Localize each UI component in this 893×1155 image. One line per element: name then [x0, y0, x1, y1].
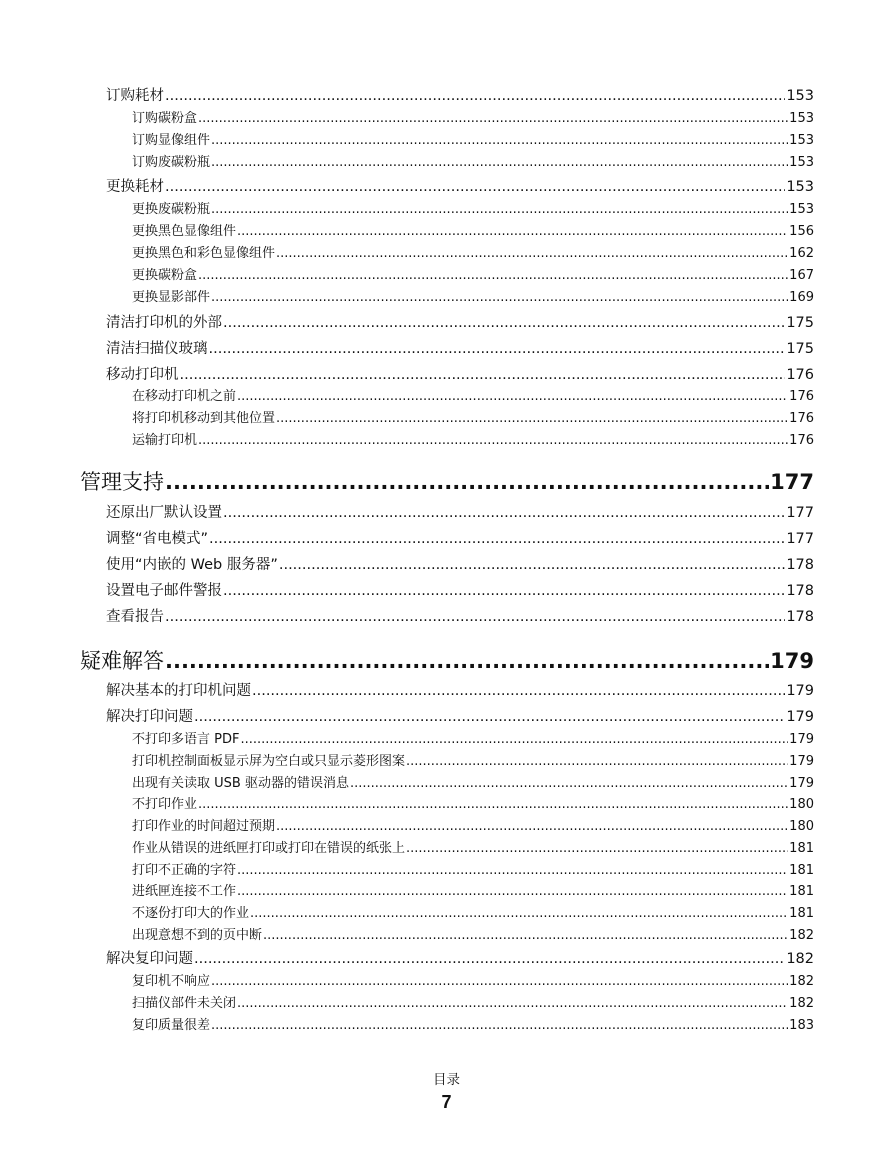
- toc-subsection-entry[interactable]: [132, 242, 814, 261]
- toc-dot-leader: [237, 884, 788, 899]
- toc-dot-leader: [240, 732, 788, 747]
- toc-entry-title: 出现意想不到的页中断: [132, 928, 263, 943]
- toc-dot-leader: [165, 470, 769, 494]
- toc-entry-title: 解决基本的打印机问题: [106, 683, 251, 699]
- toc-dot-leader: [350, 776, 788, 791]
- toc-entry-page: 153: [789, 111, 814, 126]
- toc-entry-title: 使用“内嵌的 Web 服务器”: [106, 557, 278, 573]
- toc-entry-title: 订购碳粉盒: [132, 111, 198, 126]
- toc-entry-title: 疑难解答: [80, 649, 164, 673]
- toc-dot-leader: [211, 1018, 788, 1033]
- toc-entry-page: 178: [786, 583, 814, 599]
- toc-entry-title: 不打印作业: [132, 797, 198, 812]
- toc-entry-title: 订购耗材: [106, 88, 164, 104]
- toc-dot-leader: [279, 557, 785, 573]
- toc-subsection-entry[interactable]: [132, 151, 814, 170]
- toc-entry-title: 更换黑色显像组件: [132, 224, 237, 239]
- toc-dot-leader: [276, 246, 788, 261]
- toc-dot-leader: [165, 88, 785, 104]
- toc-dot-leader: [252, 683, 785, 699]
- toc-entry-title: 还原出厂默认设置: [106, 505, 222, 521]
- toc-section-entry[interactable]: [106, 605, 814, 626]
- toc-entry-title: 清洁打印机的外部: [106, 315, 222, 331]
- toc-entry-title: 订购显像组件: [132, 133, 211, 148]
- toc-dot-leader: [237, 996, 788, 1011]
- toc-entry-page: 183: [789, 1018, 814, 1033]
- toc-entry-title: 解决复印问题: [106, 951, 193, 967]
- toc-subsection-entry[interactable]: [132, 220, 814, 239]
- toc-subsection-entry[interactable]: [132, 107, 814, 126]
- toc-entry-page: 181: [789, 906, 814, 921]
- toc-dot-leader: [165, 609, 785, 625]
- toc-entry-title: 解决打印问题: [106, 709, 193, 725]
- toc-entry-page: 153: [789, 202, 814, 217]
- toc-subsection-entry[interactable]: [132, 286, 814, 305]
- toc-entry-title: 将打印机移动到其他位置: [132, 411, 276, 426]
- toc-entry-title: 更换显影部件: [132, 290, 211, 305]
- toc-entry-title: 运输打印机: [132, 433, 198, 448]
- toc-subsection-entry[interactable]: [132, 129, 814, 148]
- toc-dot-leader: [263, 928, 788, 943]
- toc-subsection-entry[interactable]: [132, 264, 814, 283]
- toc-entry-page: 182: [789, 974, 814, 989]
- toc-dot-leader: [223, 315, 785, 331]
- toc-subsection-entry[interactable]: [132, 970, 814, 989]
- toc-entry-title: 不打印多语言 PDF: [132, 732, 240, 747]
- toc-section-entry[interactable]: [106, 311, 814, 332]
- toc-entry-title: 清洁扫描仪玻璃: [106, 341, 208, 357]
- toc-entry-title: 在移动打印机之前: [132, 389, 237, 404]
- toc-dot-leader: [209, 531, 785, 547]
- toc-dot-leader: [211, 155, 788, 170]
- toc-entry-page: 162: [789, 246, 814, 261]
- toc-subsection-entry[interactable]: [132, 728, 814, 747]
- toc-entry-page: 179: [789, 776, 814, 791]
- toc-entry-title: 复印机不响应: [132, 974, 211, 989]
- toc-entry-page: 175: [786, 341, 814, 357]
- toc-section-entry[interactable]: [106, 501, 814, 522]
- toc-section-entry[interactable]: [106, 337, 814, 358]
- toc-entry-page: 178: [786, 557, 814, 573]
- toc-dot-leader: [209, 341, 786, 357]
- toc-dot-leader: [194, 709, 785, 725]
- toc-dot-leader: [237, 863, 788, 878]
- toc-entry-page: 178: [786, 609, 814, 625]
- toc-dot-leader: [237, 389, 788, 404]
- toc-entry-page: 181: [789, 863, 814, 878]
- toc-dot-leader: [211, 974, 788, 989]
- toc-section-entry[interactable]: [106, 84, 814, 105]
- toc-chapter-entry[interactable]: [80, 645, 814, 675]
- toc-dot-leader: [211, 290, 788, 305]
- toc-entry-page: 179: [786, 709, 814, 725]
- toc-subsection-entry[interactable]: [132, 815, 814, 834]
- toc-entry-title: 更换耗材: [106, 179, 164, 195]
- toc-section-entry[interactable]: [106, 947, 814, 968]
- toc-dot-leader: [211, 133, 788, 148]
- toc-entry-page: 176: [789, 389, 814, 404]
- toc-dot-leader: [165, 649, 769, 673]
- toc-entry-page: 177: [786, 505, 814, 521]
- toc-subsection-entry[interactable]: [132, 429, 814, 448]
- toc-entry-title: 设置电子邮件警报: [106, 583, 222, 599]
- toc-subsection-entry[interactable]: [132, 992, 814, 1011]
- toc-entry-page: 179: [789, 732, 814, 747]
- toc-entry-page: 182: [786, 951, 814, 967]
- toc-section-entry[interactable]: [106, 579, 814, 600]
- toc-entry-page: 176: [786, 367, 814, 383]
- toc-subsection-entry[interactable]: [132, 793, 814, 812]
- toc-subsection-entry[interactable]: [132, 902, 814, 921]
- toc-entry-page: 153: [786, 88, 814, 104]
- toc-dot-leader: [223, 505, 785, 521]
- toc-dot-leader: [223, 583, 785, 599]
- toc-entry-title: 更换碳粉盒: [132, 268, 198, 283]
- toc-entry-title: 移动打印机: [106, 367, 179, 383]
- toc-dot-leader: [198, 111, 788, 126]
- toc-entry-title: 复印质量很差: [132, 1018, 211, 1033]
- toc-subsection-entry[interactable]: [132, 385, 814, 404]
- toc-entry-page: 176: [789, 433, 814, 448]
- toc-entry-page: 180: [789, 797, 814, 812]
- toc-section-entry[interactable]: [106, 527, 814, 548]
- toc-entry-page: 180: [789, 819, 814, 834]
- toc-entry-page: 177: [770, 470, 814, 494]
- toc-dot-leader: [198, 433, 788, 448]
- toc-dot-leader: [276, 819, 788, 834]
- toc-entry-page: 167: [789, 268, 814, 283]
- toc-entry-page: 176: [789, 411, 814, 426]
- footer-label: 目录: [433, 1072, 460, 1088]
- toc-entry-page: 177: [786, 531, 814, 547]
- toc-subsection-entry[interactable]: [132, 880, 814, 899]
- toc-subsection-entry[interactable]: [132, 407, 814, 426]
- toc-entry-page: 181: [789, 841, 814, 856]
- toc-subsection-entry[interactable]: [132, 924, 814, 943]
- toc-entry-title: 调整“省电模式”: [106, 531, 209, 547]
- toc-entry-page: 153: [789, 155, 814, 170]
- toc-dot-leader: [198, 797, 788, 812]
- toc-dot-leader: [194, 951, 785, 967]
- toc-dot-leader: [180, 367, 786, 383]
- toc-entry-page: 169: [789, 290, 814, 305]
- toc-entry-title: 管理支持: [80, 470, 164, 494]
- toc-section-entry[interactable]: [106, 553, 814, 574]
- toc-subsection-entry[interactable]: [132, 859, 814, 878]
- toc-entry-title: 更换黑色和彩色显像组件: [132, 246, 276, 261]
- toc-entry-page: 153: [789, 133, 814, 148]
- toc-entry-page: 182: [789, 996, 814, 1011]
- toc-dot-leader: [406, 841, 788, 856]
- toc-subsection-entry[interactable]: [132, 837, 814, 856]
- toc-dot-leader: [211, 202, 788, 217]
- toc-dot-leader: [406, 754, 788, 769]
- toc-entry-title: 打印作业的时间超过预期: [132, 819, 276, 834]
- toc-subsection-entry[interactable]: [132, 198, 814, 217]
- toc-dot-leader: [165, 179, 785, 195]
- footer-page-number: 7: [441, 1092, 452, 1112]
- toc-entry-page: 181: [789, 884, 814, 899]
- toc-section-entry[interactable]: [106, 363, 814, 384]
- toc-entry-page: 153: [786, 179, 814, 195]
- toc-entry-title: 查看报告: [106, 609, 164, 625]
- toc-subsection-entry[interactable]: [132, 772, 814, 791]
- toc-entry-title: 不逐份打印大的作业: [132, 906, 250, 921]
- toc-entry-title: 打印不正确的字符: [132, 863, 237, 878]
- toc-entry-page: 156: [789, 224, 814, 239]
- toc-entry-title: 作业从错误的进纸匣打印或打印在错误的纸张上: [132, 841, 406, 856]
- toc-dot-leader: [237, 224, 788, 239]
- toc-entry-title: 打印机控制面板显示屏为空白或只显示菱形图案: [132, 754, 406, 769]
- toc-entry-title: 订购废碳粉瓶: [132, 155, 211, 170]
- toc-dot-leader: [198, 268, 788, 283]
- toc-entry-title: 进纸匣连接不工作: [132, 884, 237, 899]
- toc-section-entry[interactable]: [106, 175, 814, 196]
- toc-entry-title: 出现有关读取 USB 驱动器的错误消息: [132, 776, 349, 791]
- toc-subsection-entry[interactable]: [132, 1014, 814, 1033]
- toc-entry-page: 175: [786, 315, 814, 331]
- toc-dot-leader: [276, 411, 788, 426]
- toc-section-entry[interactable]: [106, 705, 814, 726]
- toc-section-entry[interactable]: [106, 679, 814, 700]
- toc-dot-leader: [250, 906, 788, 921]
- toc-entry-page: 179: [786, 683, 814, 699]
- toc-entry-title: 扫描仪部件未关闭: [132, 996, 237, 1011]
- toc-entry-page: 182: [789, 928, 814, 943]
- toc-entry-title: 更换废碳粉瓶: [132, 202, 211, 217]
- toc-entry-page: 179: [770, 649, 814, 673]
- toc-subsection-entry[interactable]: [132, 750, 814, 769]
- toc-entry-page: 179: [789, 754, 814, 769]
- toc-chapter-entry[interactable]: [80, 466, 814, 496]
